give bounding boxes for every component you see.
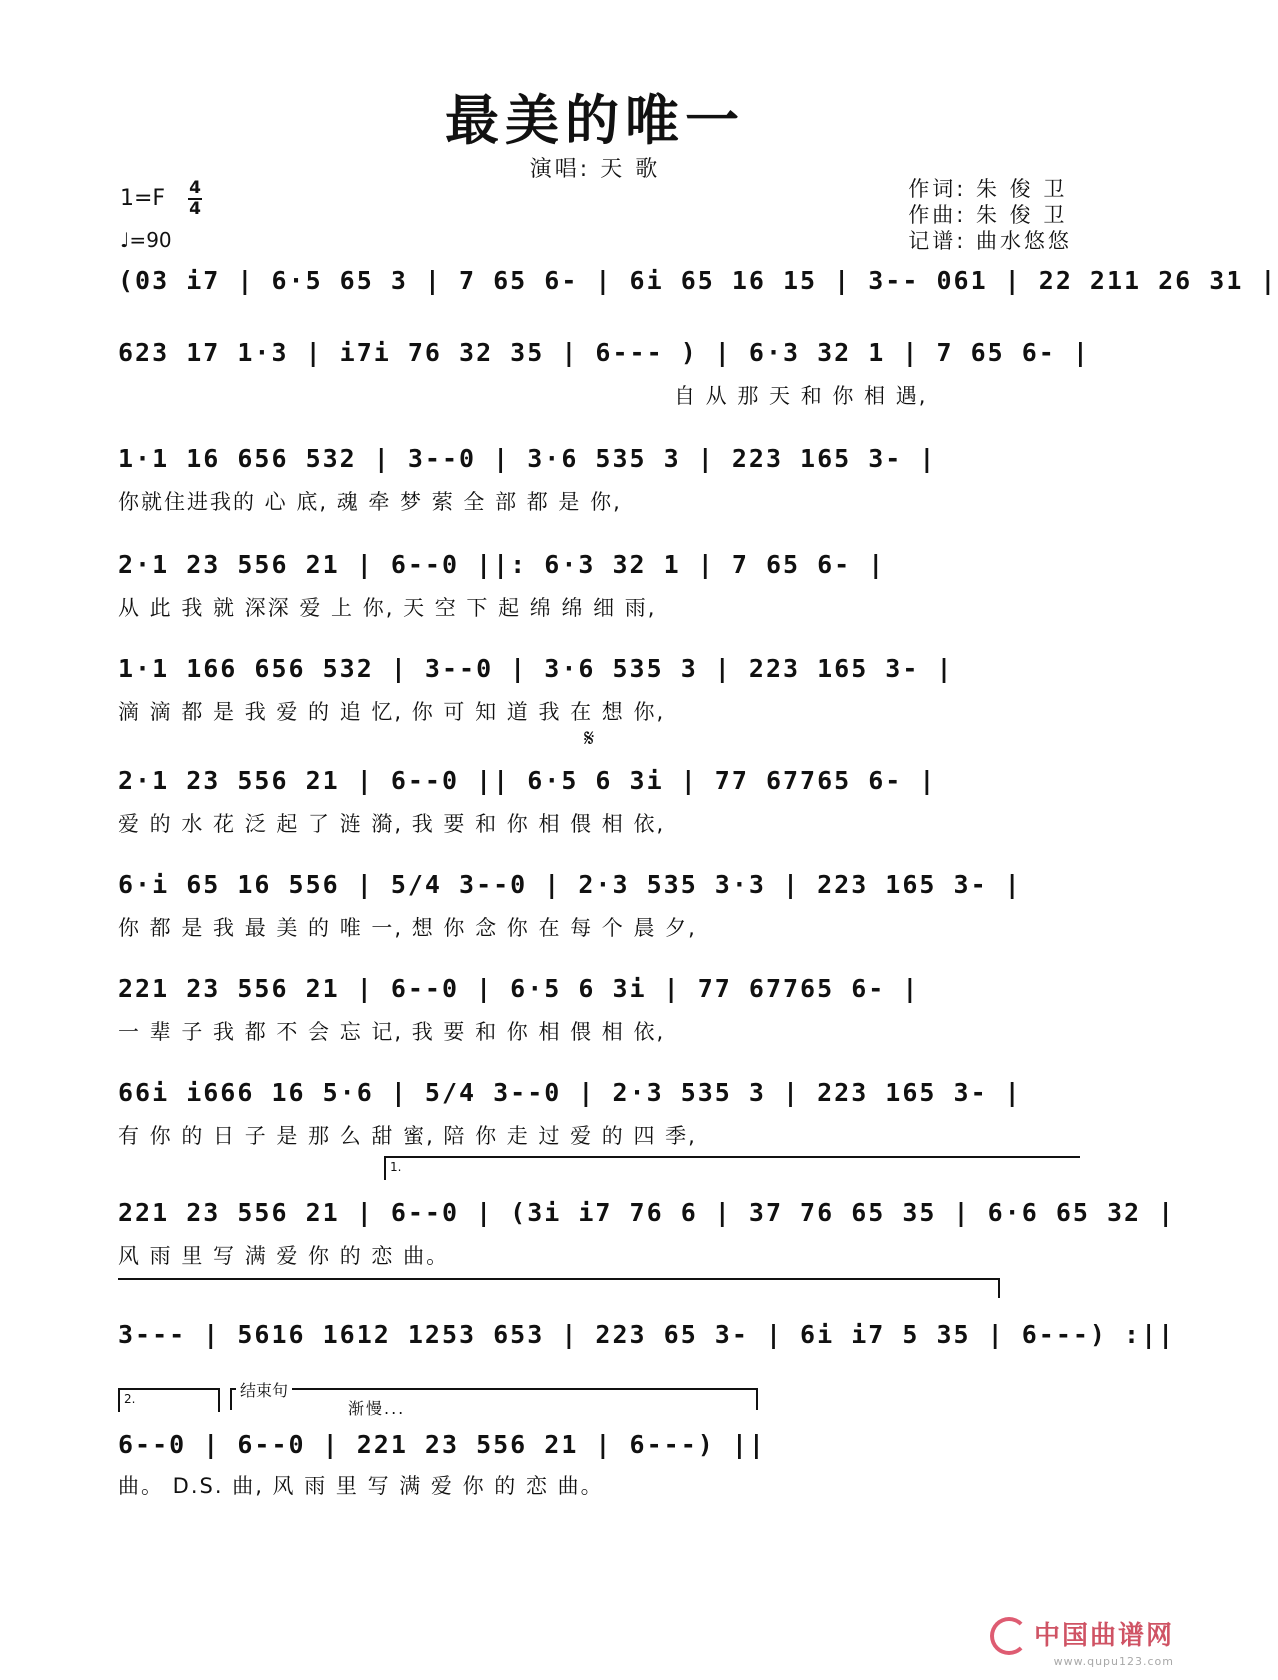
score-row-4 xyxy=(118,546,1074,586)
volta-1-continuation xyxy=(118,1278,1000,1298)
notes: 1·1 166 656 532 | 3--0 | 3·6 535 3 | 223 165 3- | xyxy=(118,654,954,683)
volta-2-bracket xyxy=(118,1388,220,1412)
ending-bracket xyxy=(230,1381,758,1410)
notes: 623 17 1·3 | i7i 76 32 35 | 6--- ) | 6·3 32 1 | 7 65 6- | xyxy=(118,338,1090,367)
ending-label: 结束句 xyxy=(236,1381,292,1400)
transcriber-credit: 记谱: 曲水悠悠 xyxy=(908,229,1072,253)
lyric-row-4: 从 此 我 就 深深 爱 上 你, 天 空 下 起 绵 绵 细 雨, xyxy=(118,596,657,620)
lyric-row-5: 滴 滴 都 是 我 爱 的 追 忆, 你 可 知 道 我 在 想 你, xyxy=(118,700,666,724)
volta-1-label: 1. xyxy=(390,1160,402,1174)
lyric-row-3: 你就住进我的 心 底, 魂 牵 梦 萦 全 部 都 是 你, xyxy=(118,490,622,514)
lyricist-credit: 作词: 朱 俊 卫 xyxy=(908,177,1068,201)
notes: 221 23 556 21 | 6--0 | 6·5 6 3i | 77 67765 6- | xyxy=(118,974,920,1003)
time-bottom: 4 xyxy=(189,199,201,219)
lyric-row-10: 风 雨 里 写 满 爱 你 的 恋 曲。 xyxy=(118,1244,450,1268)
notes: 2·1 23 556 21 | 6--0 ||: 6·3 32 1 | 7 65 6- | xyxy=(118,550,886,579)
score-row-9 xyxy=(118,1074,1074,1114)
lyric-row-8: 一 辈 子 我 都 不 会 忘 记, 我 要 和 你 相 偎 相 依, xyxy=(118,1020,666,1044)
notes: (03 i7 | 6·5 65 3 | 7 65 6- | 6i 65 16 15 | 3-- 061 | 22 211 26 31 | xyxy=(118,266,1278,295)
ritardando-marking: 渐慢... xyxy=(348,1399,406,1418)
watermark-url: www.qupu123.com xyxy=(1053,1655,1174,1668)
singer-credit: 演唱: 天 歌 xyxy=(529,157,661,182)
key-signature: 1=F xyxy=(120,186,166,211)
notes: 3--- | 5616 1612 1253 653 | 223 65 3- | 6i i7 5 35 | 6---) :|| xyxy=(118,1320,1176,1349)
lyric-row-12: 曲。 D.S. 曲, 风 雨 里 写 满 爱 你 的 恋 曲。 xyxy=(118,1474,604,1498)
volta-1-bracket xyxy=(384,1156,1080,1180)
composer-credit: 作曲: 朱 俊 卫 xyxy=(908,203,1068,227)
notes: 221 23 556 21 | 6--0 | (3i i7 76 6 | 37 76 65 35 | 6·6 65 32 | xyxy=(118,1198,1176,1227)
notes: 6·i 65 16 556 | 5/4 3--0 | 2·3 535 3·3 | 223 165 3- | xyxy=(118,870,1022,899)
score-row-8 xyxy=(118,970,1074,1010)
score-row-1 xyxy=(118,262,1278,302)
time-top: 4 xyxy=(189,178,201,198)
time-signature xyxy=(188,180,202,218)
watermark-name: 中国曲谱网 xyxy=(1033,1620,1174,1651)
score-row-2 xyxy=(118,334,1090,374)
segno-sign: 𝄋 xyxy=(584,724,595,752)
lyric-row-7: 你 都 是 我 最 美 的 唯 一, 想 你 念 你 在 每 个 晨 夕, xyxy=(118,916,697,940)
score-row-11 xyxy=(118,1316,1176,1356)
notes: 6--0 | 6--0 | 221 23 556 21 | 6---) || xyxy=(118,1430,766,1459)
notes: 66i i666 16 5·6 | 5/4 3--0 | 2·3 535 3 | 223 165 3- | xyxy=(118,1078,1022,1107)
lyric-row-6: 爱 的 水 花 泛 起 了 涟 漪, 我 要 和 你 相 偎 相 依, xyxy=(118,812,666,836)
score-row-3 xyxy=(118,440,1074,480)
score-row-5 xyxy=(118,650,1074,690)
volta-2-label: 2. xyxy=(124,1392,136,1406)
notes: 2·1 23 556 21 | 6--0 || 6·5 6 3i | 77 67765 6- | xyxy=(118,766,937,795)
notes: 1·1 16 656 532 | 3--0 | 3·6 535 3 | 223 165 3- | xyxy=(118,444,937,473)
credits xyxy=(908,176,1072,254)
score-row-12 xyxy=(118,1426,1074,1466)
watermark xyxy=(990,1615,1174,1669)
song-title: 最美的唯一 xyxy=(445,88,745,152)
watermark-logo-icon xyxy=(990,1617,1028,1655)
lyric-row-2: 自 从 那 天 和 你 相 遇, xyxy=(674,384,928,408)
score-row-6 xyxy=(118,762,1074,802)
lyric-row-9: 有 你 的 日 子 是 那 么 甜 蜜, 陪 你 走 过 爱 的 四 季, xyxy=(118,1124,697,1148)
score-row-7 xyxy=(118,866,1074,906)
tempo-marking: ♩=90 xyxy=(120,228,172,252)
score-row-10 xyxy=(118,1194,1176,1234)
